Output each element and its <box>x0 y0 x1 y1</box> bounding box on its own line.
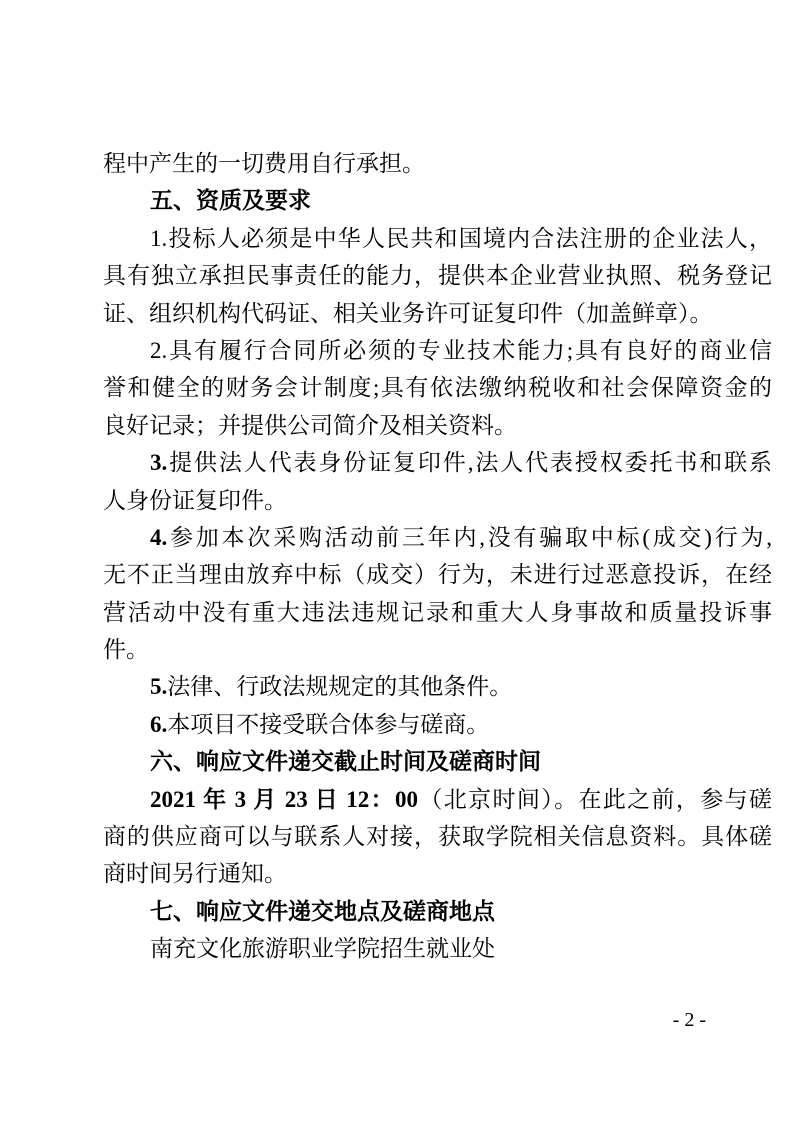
item-5 <box>103 668 772 705</box>
text-segment: 誉和健全的财务会计制度;具有依法缴纳税收和社会保障资金的 <box>103 375 772 401</box>
item-3-line-2 <box>103 482 772 519</box>
para-venue <box>103 930 772 967</box>
text-segment: 营活动中没有重大违法违规记录和重大人身事故和质量投诉事 <box>103 599 772 625</box>
item-6 <box>103 706 772 743</box>
text-segment: 5. <box>150 674 168 700</box>
text-segment: 无不正当理由放弃中标（成交）行为，未进行过恶意投诉，在经 <box>103 562 772 588</box>
text-segment: 件。 <box>103 637 149 663</box>
page-number: - 2 - <box>672 1009 706 1031</box>
item-1-line-1 <box>103 220 772 257</box>
item-3-line-1 <box>103 444 772 481</box>
text-segment: 商的供应商可以与联系人对接，获取学院相关信息资料。具体磋 <box>103 824 772 850</box>
document-body <box>103 145 772 968</box>
item-1-line-3 <box>103 295 772 332</box>
item-2-line-2 <box>103 369 772 406</box>
text-segment: 4. <box>150 524 168 550</box>
text-segment: 提供法人代表身份证复印件,法人代表授权委托书和联系 <box>167 450 772 476</box>
text-segment: 3. <box>150 450 168 476</box>
heading-section-7 <box>103 893 772 930</box>
heading-section-6 <box>103 743 772 780</box>
item-2-line-1 <box>103 332 772 369</box>
text-segment: 七、响应文件递交地点及磋商地点 <box>150 897 495 924</box>
text-segment: 法律、行政法规规定的其他条件。 <box>167 674 513 700</box>
item-4-line-4 <box>103 631 772 668</box>
para-deadline-line-3 <box>103 855 772 892</box>
para-deadline-line-1 <box>103 781 772 818</box>
text-segment: 2021 年 3 月 23 日 12：00 <box>150 786 419 812</box>
text-segment: 1.投标人必须是中华人民共和国境内合法注册的企业法人， <box>150 225 772 251</box>
text-segment: 人身份证复印件。 <box>103 487 287 513</box>
text-segment: 商时间另行通知。 <box>103 861 287 887</box>
item-2-line-3 <box>103 407 772 444</box>
text-segment: 具有独立承担民事责任的能力，提供本企业营业执照、税务登记 <box>103 263 772 289</box>
text-segment: 本项目不接受联合体参与磋商。 <box>167 711 490 737</box>
text-segment: 2.具有履行合同所必须的专业技术能力;具有良好的商业信 <box>150 337 772 363</box>
item-1-line-2 <box>103 257 772 294</box>
heading-section-5 <box>103 182 772 219</box>
text-segment: 六、响应文件递交截止时间及磋商时间 <box>150 748 541 775</box>
para-deadline-line-2 <box>103 818 772 855</box>
text-segment: 五、资质及要求 <box>150 187 311 214</box>
text-segment: 南充文化旅游职业学院招生就业处 <box>150 936 495 962</box>
item-4-line-3 <box>103 594 772 631</box>
text-segment: 参加本次采购活动前三年内,没有骗取中标(成交)行为, <box>167 524 772 550</box>
text-segment: 6. <box>150 711 168 737</box>
item-4-line-1 <box>103 519 772 556</box>
item-4-line-2 <box>103 556 772 593</box>
text-segment: 证、组织机构代码证、相关业务许可证复印件（加盖鲜章）。 <box>103 300 713 326</box>
text-segment: （北京时间）。在此之前，参与磋 <box>418 786 772 812</box>
text-segment: 程中产生的一切费用自行承担。 <box>103 151 425 176</box>
line-fee-clause-end <box>103 145 772 182</box>
text-segment: 良好记录；并提供公司简介及相关资料。 <box>103 412 517 438</box>
